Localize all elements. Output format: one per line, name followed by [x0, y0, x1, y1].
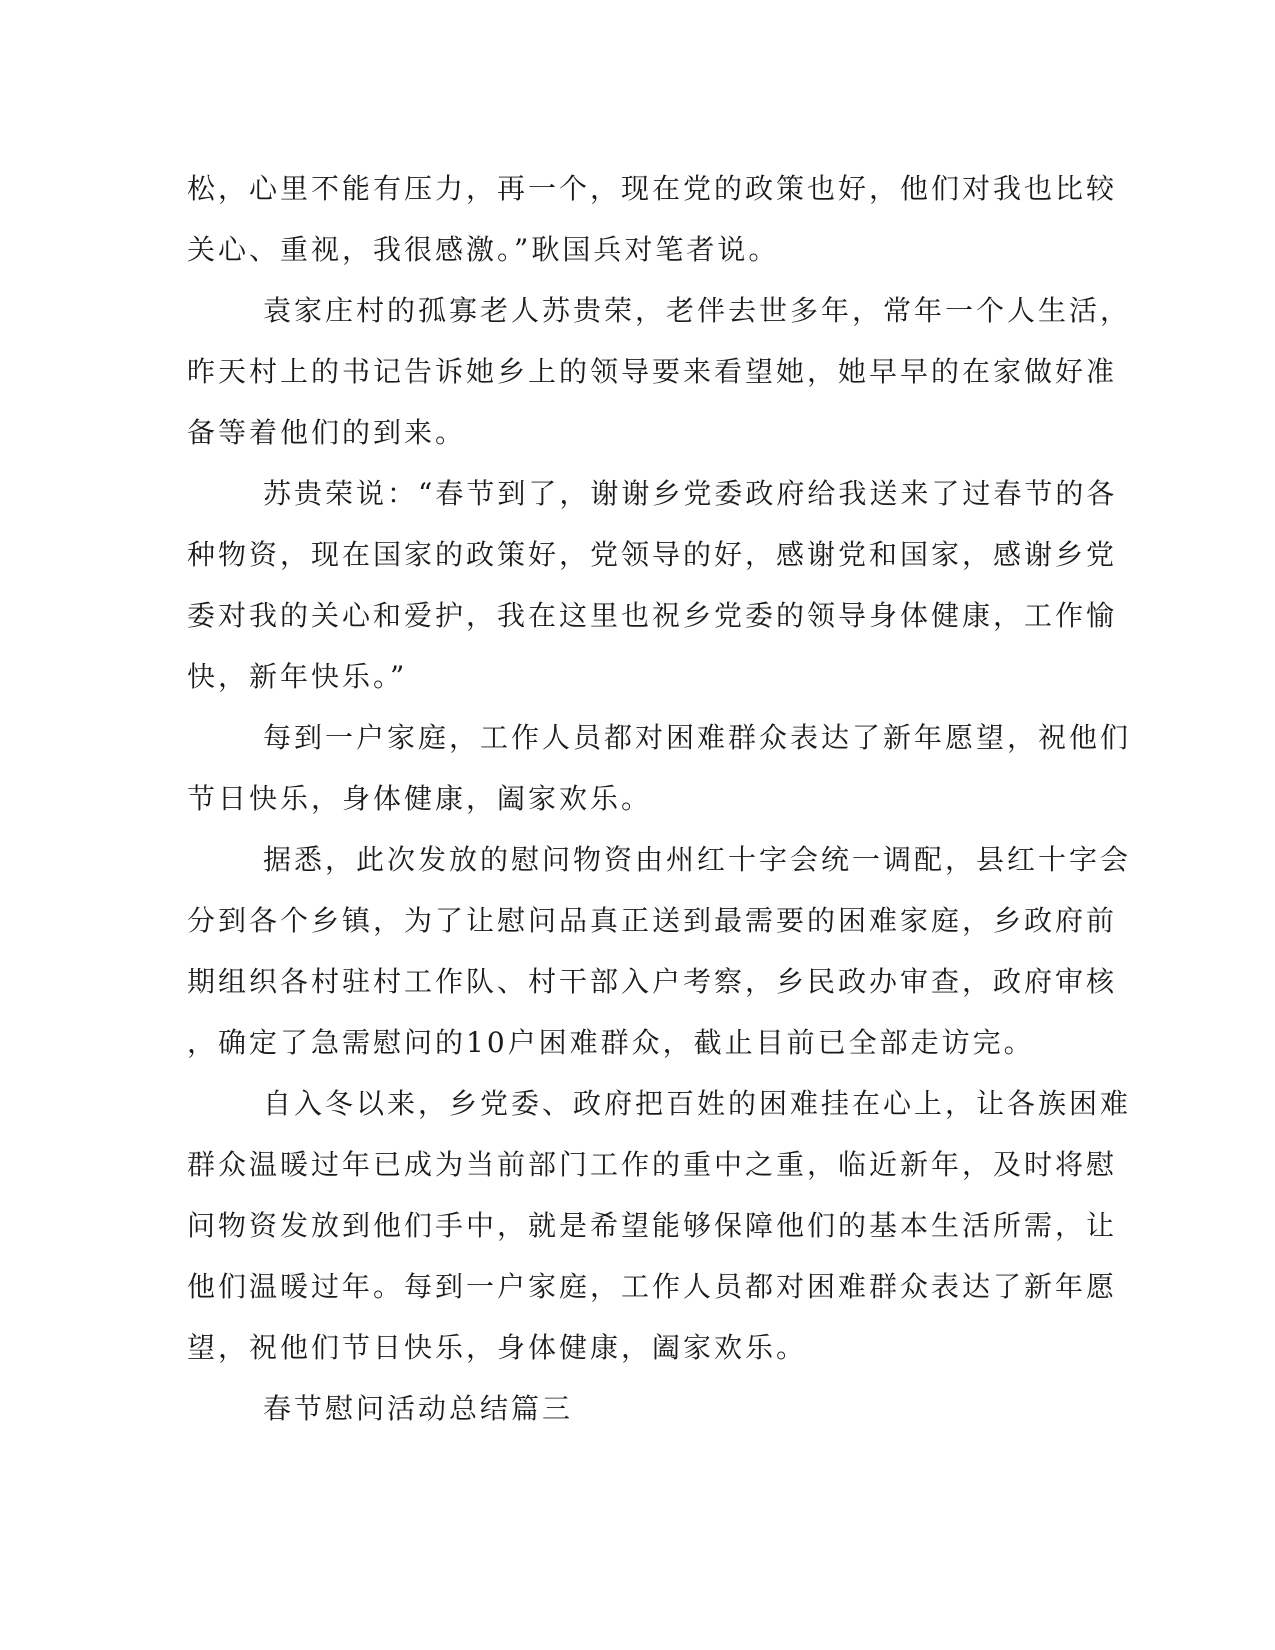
text-line: ，确定了急需慰问的10户困难群众，截止目前已全部走访完。	[187, 1026, 1035, 1059]
text-line: 快，新年快乐。”	[187, 660, 408, 693]
text-line: 种物资，现在国家的政策好，党领导的好，感谢党和国家，感谢乡党	[187, 538, 1118, 571]
text-line: 他们温暖过年。每到一户家庭，工作人员都对困难群众表达了新年愿	[187, 1270, 1118, 1303]
paragraph-first-line: 自入冬以来，乡党委、政府把百姓的困难挂在心上，让各族困难	[263, 1087, 1132, 1120]
paragraph-first-line: 据悉，此次发放的慰问物资由州红十字会统一调配，县红十字会	[263, 843, 1132, 876]
text-line: 期组织各村驻村工作队、村干部入户考察，乡民政办审查，政府审核	[187, 965, 1118, 998]
paragraph-first-line: 袁家庄村的孤寡老人苏贵荣，老伴去世多年，常年一个人生活，	[263, 294, 1132, 327]
text-line: 分到各个乡镇，为了让慰问品真正送到最需要的困难家庭，乡政府前	[187, 904, 1118, 937]
section-heading: 春节慰问活动总结篇三	[263, 1392, 574, 1425]
paragraph-first-line: 苏贵荣说：“春节到了，谢谢乡党委政府给我送来了过春节的各	[263, 477, 1118, 510]
document-body	[187, 158, 1132, 1439]
text-line: 节日快乐，身体健康，阖家欢乐。	[187, 782, 653, 815]
text-line: 关心、重视，我很感激。”耿国兵对笔者说。	[187, 233, 780, 266]
text-line: 委对我的关心和爱护，我在这里也祝乡党委的领导身体健康，工作愉	[187, 599, 1118, 632]
text-line: 昨天村上的书记告诉她乡上的领导要来看望她，她早早的在家做好准	[187, 355, 1118, 388]
paragraph-first-line: 每到一户家庭，工作人员都对困难群众表达了新年愿望，祝他们	[263, 721, 1132, 754]
text-line: 备等着他们的到来。	[187, 416, 467, 449]
text-line: 问物资发放到他们手中，就是希望能够保障他们的基本生活所需，让	[187, 1209, 1118, 1242]
text-line: 松，心里不能有压力，再一个，现在党的政策也好，他们对我也比较	[187, 172, 1118, 205]
text-line: 群众温暖过年已成为当前部门工作的重中之重，临近新年，及时将慰	[187, 1148, 1118, 1181]
text-line: 望，祝他们节日快乐，身体健康，阖家欢乐。	[187, 1331, 808, 1364]
